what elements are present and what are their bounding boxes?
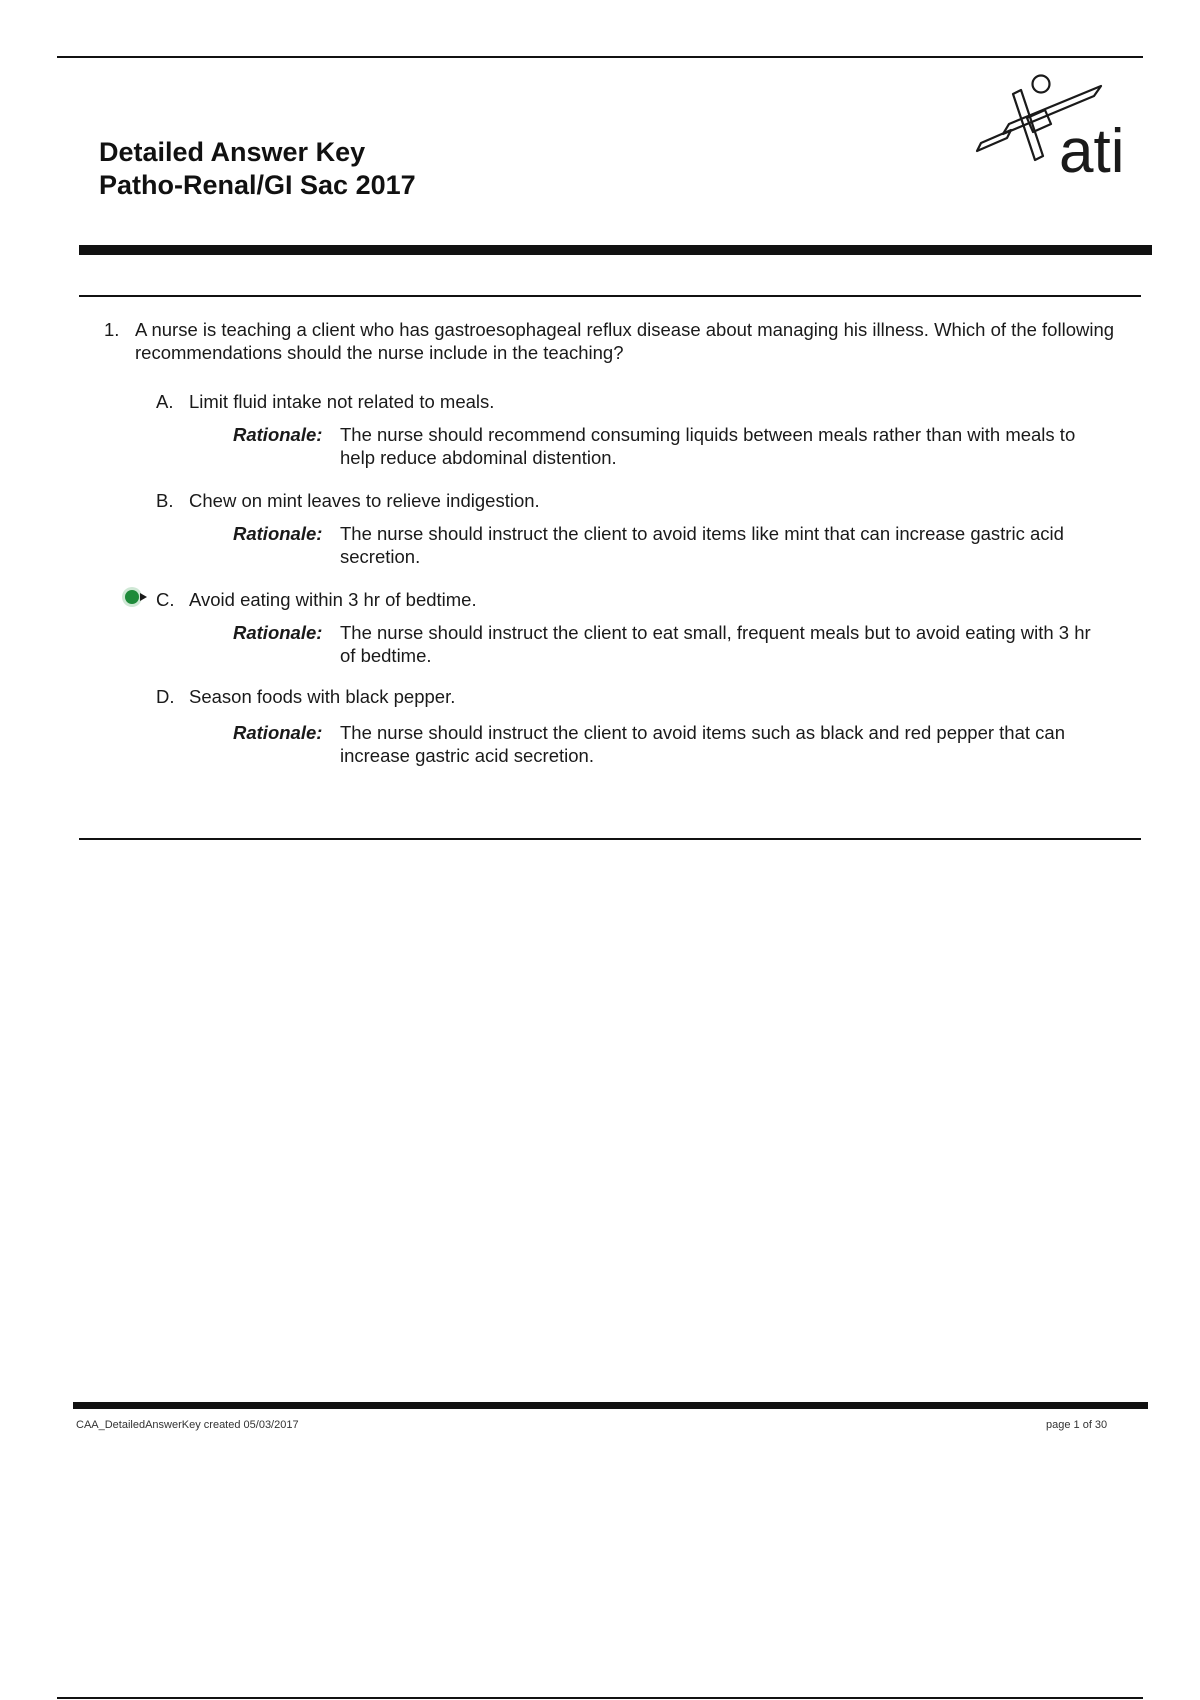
- option-a-rationale: [233, 423, 1116, 469]
- question-1: [104, 318, 1129, 364]
- option-text: Avoid eating within 3 hr of bedtime.: [189, 589, 477, 610]
- rationale-label: Rationale:: [233, 722, 323, 743]
- option-text: Limit fluid intake not related to meals.: [189, 391, 495, 412]
- rationale-text: The nurse should instruct the client to eat small, frequent meals but to avoid eating with 3 hr of bedtime.: [340, 622, 1091, 666]
- option-d: [156, 685, 1116, 767]
- correct-dot-icon: [120, 585, 152, 609]
- footer-page-number: page 1 of 30: [1046, 1419, 1108, 1431]
- option-b-rationale: [233, 522, 1116, 568]
- option-letter: D.: [156, 686, 175, 707]
- header-thick-rule: [79, 245, 1152, 255]
- question-number: 1.: [104, 319, 120, 340]
- footer-created-text: CAA_DetailedAnswerKey created 05/03/2017: [76, 1419, 299, 1431]
- rationale-text: The nurse should recommend consuming liquids between meals rather than with meals to help reduce abdominal distention.: [340, 424, 1076, 468]
- page-bottom-rule: [57, 1697, 1143, 1699]
- logo-text: ati: [1059, 117, 1125, 178]
- option-letter: A.: [156, 391, 174, 412]
- marker-arrow: [140, 593, 147, 601]
- marker-dot: [125, 590, 139, 604]
- correct-answer-marker: [120, 585, 152, 609]
- option-a: [156, 390, 1116, 469]
- option-text: Season foods with black pepper.: [189, 686, 456, 707]
- question-text: A nurse is teaching a client who has gastroesophageal reflux disease about managing his illness. Which of the following recommendations should the nurse include in the teaching?: [135, 319, 1115, 363]
- option-c: [156, 588, 1116, 667]
- option-letter: C.: [156, 589, 175, 610]
- question-top-rule: [79, 295, 1141, 297]
- title-line-1: Detailed Answer Key: [99, 137, 366, 167]
- top-rule: [57, 56, 1143, 58]
- question-bottom-rule: [79, 838, 1141, 840]
- option-letter: B.: [156, 490, 174, 511]
- footer-thick-rule: [73, 1402, 1148, 1409]
- option-c-rationale: [233, 621, 1116, 667]
- title-line-2: Patho-Renal/GI Sac 2017: [99, 170, 416, 200]
- rationale-text: The nurse should instruct the client to avoid items such as black and red pepper that can increase gastric acid secretion.: [340, 722, 1065, 766]
- rationale-text: The nurse should instruct the client to avoid items like mint that can increase gastric acid secretion.: [340, 523, 1064, 567]
- option-b: [156, 489, 1116, 568]
- rationale-label: Rationale:: [233, 424, 323, 445]
- option-d-rationale: [233, 721, 1116, 767]
- document-title: [99, 136, 416, 202]
- option-text: Chew on mint leaves to relieve indigestion.: [189, 490, 540, 511]
- ati-figure-logo-icon: [963, 68, 1148, 178]
- rationale-label: Rationale:: [233, 622, 323, 643]
- rationale-label: Rationale:: [233, 523, 323, 544]
- ati-logo: [963, 68, 1148, 178]
